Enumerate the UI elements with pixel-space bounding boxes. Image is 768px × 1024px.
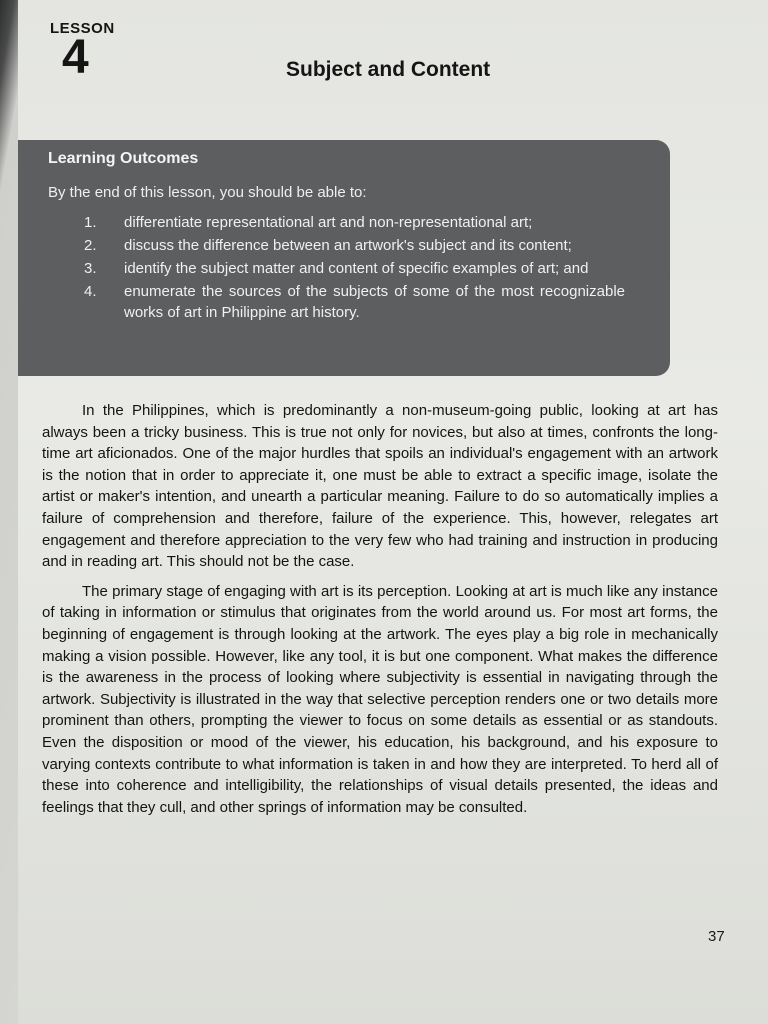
list-item-text: identify the subject matter and content of specific examples of art; and — [124, 260, 589, 277]
learning-outcomes-intro: By the end of this lesson, you should be able to: — [48, 184, 367, 201]
book-page — [18, 0, 768, 1024]
learning-outcomes-list — [80, 212, 625, 325]
list-item-number: 3. — [84, 260, 97, 277]
lesson-number: 4 — [62, 31, 89, 84]
list-item — [80, 281, 625, 323]
list-item-text: differentiate representational art and non-representational art; — [124, 214, 533, 231]
lesson-label: LESSON — [50, 20, 115, 37]
list-item — [80, 212, 625, 233]
list-item — [80, 235, 625, 256]
list-item-number: 4. — [84, 283, 97, 300]
body-paragraph: In the Philippines, which is predominantly a non-museum-going public, looking at art has always been a tricky business. This is true not only for novices, but also at times, confronts the long-time art aficionados. One of the major hurdles that spoils an individual's engagement with an artwork is the notion that in order to appreciate it, one must be able to extract a specific image, isolate the artist or maker's intention, and unearth a particular meaning. Failure to do so automatically implies a failure of comprehension and therefore, failure of the experience. This, however, relegates art engagement and therefore appreciation to the very few who had training and instruction in producing and in reading art. This should not be the case. — [42, 402, 718, 571]
body-text — [42, 400, 718, 826]
list-item-number: 2. — [84, 237, 97, 254]
list-item-text: discuss the difference between an artwork's subject and its content; — [124, 237, 572, 254]
list-item — [80, 258, 625, 279]
page-title: Subject and Content — [286, 58, 491, 81]
learning-outcomes-title: Learning Outcomes — [48, 150, 199, 167]
page-number: 37 — [708, 928, 725, 945]
list-item-text: enumerate the sources of the subjects of some of the most recognizable works of art in Philippine art history. — [124, 283, 625, 321]
learning-outcomes-box — [18, 140, 670, 376]
list-item-number: 1. — [84, 214, 97, 231]
body-paragraph: The primary stage of engaging with art is its perception. Looking at art is much like any instance of taking in information or stimulus that originates from the world around us. For most art forms, the beginning of engagement is through looking at the artwork. The eyes play a big role in mechanically making a vision possible. However, like any tool, it is but one component. What makes the difference is the awareness in the process of looking where subjectivity is essential in navigating through the artwork. Subjectivity is illustrated in the way that selective perception renders one or two details more prominent than others, prompting the viewer to focus on some details as essential or as standouts. Even the disposition or mood of the viewer, his education, his background, and his exposure to varying contexts contribute to what information is taken in and how they are interpreted. To herd all of these into coherence and intelligibility, the relationships of visual details presented, the ideas and feelings that they cull, and other springs of information may be consulted. — [42, 582, 718, 816]
